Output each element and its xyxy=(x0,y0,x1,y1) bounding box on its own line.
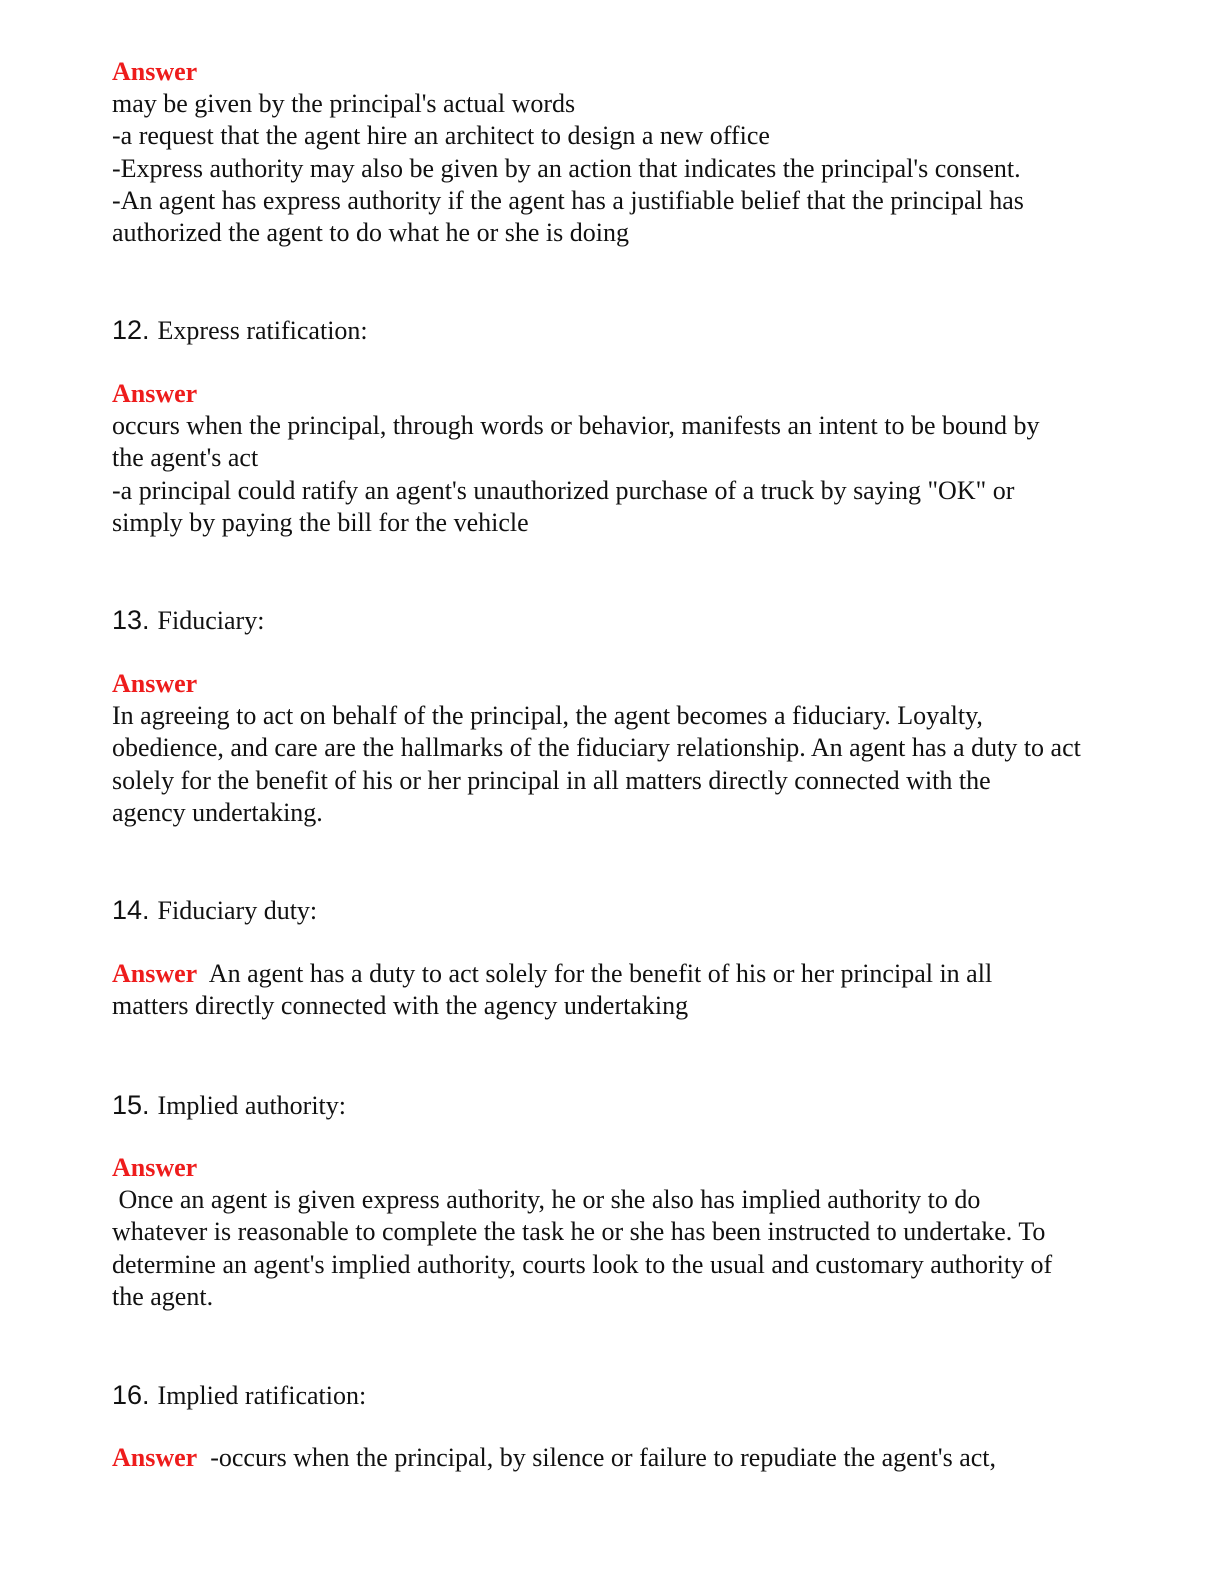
answer-text-line: solely for the benefit of his or her principal in all matters directly connected with the xyxy=(112,765,991,795)
answer-text-line: Once an agent is given express authority, he or she also has implied authority to do xyxy=(112,1185,981,1215)
answer-text-inline: -occurs when the principal, by silence or failure to repudiate the agent's act, xyxy=(210,1443,997,1472)
answer-text-line: the agent's act xyxy=(112,443,259,473)
question-number: 15. xyxy=(112,1090,150,1120)
intro-answer-block xyxy=(112,56,1024,249)
question-number: 14. xyxy=(112,895,150,925)
answer-block-12 xyxy=(112,378,1040,539)
answer-text-line: -a request that the agent hire an architect to design a new office xyxy=(112,121,770,151)
answer-block-14 xyxy=(112,958,992,1022)
answer-label: Answer xyxy=(112,57,198,86)
answer-text-line: may be given by the principal's actual words xyxy=(112,89,576,119)
answer-label: Answer xyxy=(112,379,198,408)
answer-label: Answer xyxy=(112,1443,198,1472)
answer-block-16 xyxy=(112,1442,996,1474)
answer-text-line: In agreeing to act on behalf of the principal, the agent becomes a fiduciary. Loyalty, xyxy=(112,701,983,731)
question-title: Fiduciary: xyxy=(157,606,265,635)
question-heading-15 xyxy=(112,1089,346,1126)
answer-text-line: -Express authority may also be given by an action that indicates the principal's consent. xyxy=(112,153,1021,183)
question-title: Implied authority: xyxy=(157,1091,347,1120)
question-title: Implied ratification: xyxy=(157,1381,367,1410)
answer-text-line: -a principal could ratify an agent's unauthorized purchase of a truck by saying "OK" or xyxy=(112,475,1015,505)
question-number: 13. xyxy=(112,605,150,635)
question-title: Express ratification: xyxy=(157,316,368,345)
question-heading-14 xyxy=(112,894,317,931)
answer-text-line: the agent. xyxy=(112,1281,214,1311)
answer-text-inline: An agent has a duty to act solely for the benefit of his or her principal in all xyxy=(208,959,993,988)
answer-label: Answer xyxy=(112,1153,198,1182)
answer-text-line: authorized the agent to do what he or she is doing xyxy=(112,218,629,248)
answer-text-line: obedience, and care are the hallmarks of the fiduciary relationship. An agent has a duty to act xyxy=(112,733,1081,763)
answer-text-line: matters directly connected with the agency undertaking xyxy=(112,991,689,1021)
answer-text-line: simply by paying the bill for the vehicle xyxy=(112,507,529,537)
answer-block-15 xyxy=(112,1152,1052,1313)
question-heading-12 xyxy=(112,314,368,351)
question-heading-13 xyxy=(112,604,264,641)
answer-text-line: agency undertaking. xyxy=(112,797,323,827)
answer-text-line: whatever is reasonable to complete the task he or she has been instructed to undertake. To xyxy=(112,1217,1046,1247)
answer-text-line: determine an agent's implied authority, courts look to the usual and customary authority of xyxy=(112,1249,1053,1279)
answer-text-line: -An agent has express authority if the agent has a justifiable belief that the principal has xyxy=(112,185,1024,215)
answer-text-line: occurs when the principal, through words or behavior, manifests an intent to be bound by xyxy=(112,411,1040,441)
answer-block-13 xyxy=(112,668,1081,829)
question-number: 12. xyxy=(112,315,150,345)
question-heading-16 xyxy=(112,1379,366,1416)
answer-label: Answer xyxy=(112,669,198,698)
answer-label: Answer xyxy=(112,959,198,988)
question-title: Fiduciary duty: xyxy=(157,896,318,925)
question-number: 16. xyxy=(112,1380,150,1410)
